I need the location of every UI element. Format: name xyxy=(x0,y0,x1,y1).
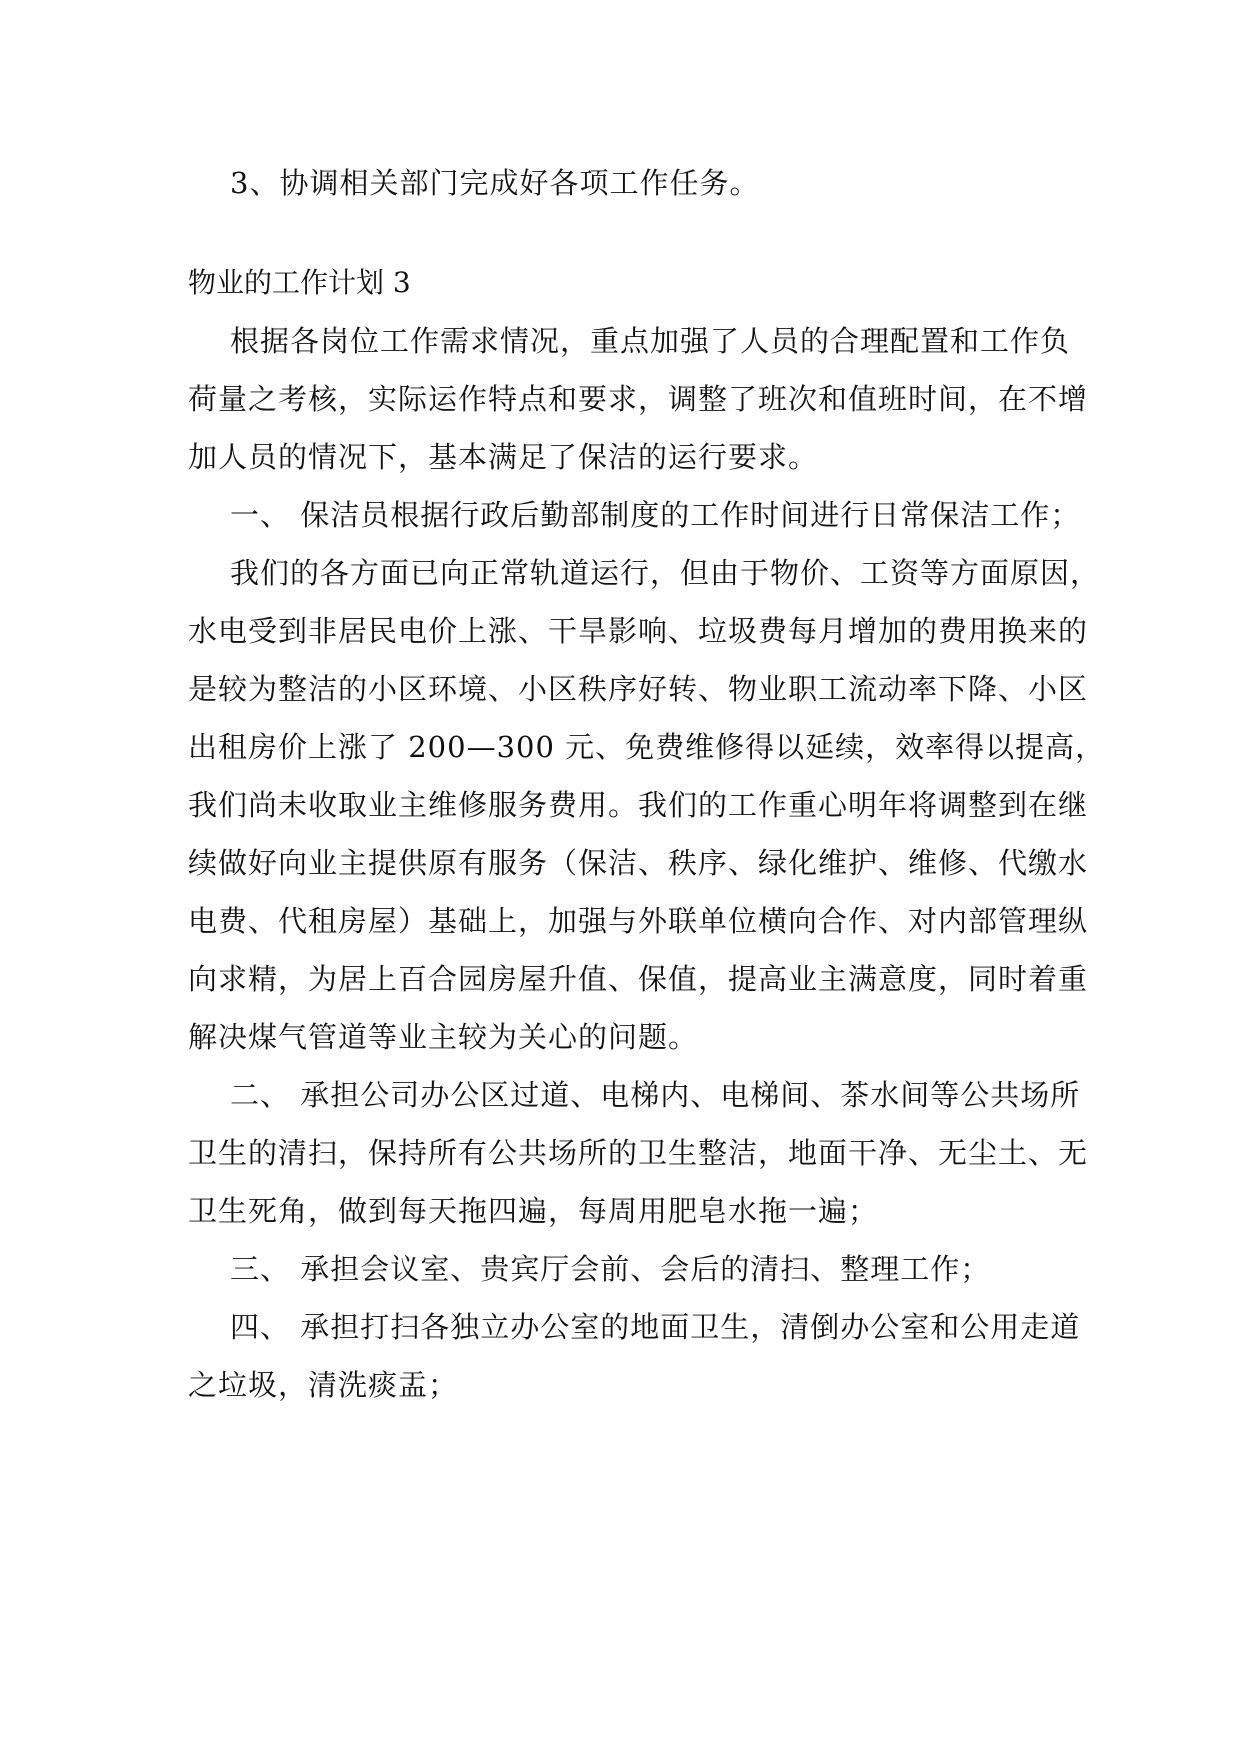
paragraph-line: 荷量之考核，实际运作特点和要求，调整了班次和值班时间，在不增 xyxy=(188,382,1089,416)
paragraph-line: 出租房价上涨了 200—300 元、免费维修得以延续，效率得以提高， xyxy=(188,730,1106,764)
paragraph-line: 之垃圾，清洗痰盂； xyxy=(188,1368,459,1402)
list-item-one: 一、 保洁员根据行政后勤部制度的工作时间进行日常保洁工作； xyxy=(230,498,1081,532)
paragraph-line: 解决煤气管道等业主较为关心的问题。 xyxy=(188,1020,699,1054)
list-item-three: 三、 承担会议室、贵宾厅会前、会后的清扫、整理工作； xyxy=(230,1252,991,1286)
list-item-two: 二、 承担公司办公区过道、电梯内、电梯间、茶水间等公共场所 xyxy=(230,1078,1081,1112)
paragraph-line: 根据各岗位工作需求情况，重点加强了人员的合理配置和工作负 xyxy=(230,324,1071,358)
paragraph-line: 加人员的情况下，基本满足了保洁的运行要求。 xyxy=(188,440,819,474)
intro-item-3: 3、协调相关部门完成好各项工作任务。 xyxy=(230,166,760,200)
paragraph-line: 是较为整洁的小区环境、小区秩序好转、物业职工流动率下降、小区 xyxy=(188,672,1089,706)
list-item-four: 四、 承担打扫各独立办公室的地面卫生，清倒办公室和公用走道 xyxy=(230,1310,1081,1344)
paragraph-line: 我们的各方面已向正常轨道运行，但由于物价、工资等方面原因， xyxy=(230,556,1101,590)
paragraph-line: 我们尚未收取业主维修服务费用。我们的工作重心明年将调整到在继 xyxy=(188,788,1089,822)
paragraph-line: 向求精，为居上百合园房屋升值、保值，提高业主满意度，同时着重 xyxy=(188,962,1089,996)
paragraph-line: 卫生死角，做到每天拖四遍，每周用肥皂水拖一遍； xyxy=(188,1194,879,1228)
paragraph-line: 电费、代租房屋）基础上，加强与外联单位横向合作、对内部管理纵 xyxy=(188,904,1089,938)
paragraph-line: 水电受到非居民电价上涨、干旱影响、垃圾费每月增加的费用换来的 xyxy=(188,614,1089,648)
paragraph-line: 续做好向业主提供原有服务（保洁、秩序、绿化维护、维修、代缴水 xyxy=(188,846,1089,880)
section-title: 物业的工作计划 3 xyxy=(188,266,411,299)
paragraph-line: 卫生的清扫，保持所有公共场所的卫生整洁，地面干净、无尘土、无 xyxy=(188,1136,1089,1170)
